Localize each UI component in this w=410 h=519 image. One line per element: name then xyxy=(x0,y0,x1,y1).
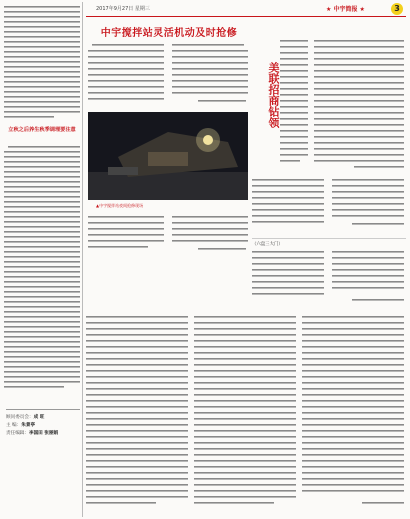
text-block xyxy=(4,4,80,122)
small-news-box xyxy=(252,238,406,311)
bottom-column-2 xyxy=(194,312,298,514)
main-headline: 中宇搅拌站灵活机动及时抢修 xyxy=(100,28,238,39)
bottom-column-3 xyxy=(302,312,406,514)
middle-right-text xyxy=(252,175,406,235)
narrow-column-text xyxy=(280,36,310,170)
second-article-text xyxy=(88,212,248,252)
main-article-text xyxy=(88,40,248,110)
text-block xyxy=(252,247,406,309)
text-block xyxy=(4,144,80,402)
text-block xyxy=(86,312,190,510)
photo-illustration xyxy=(88,112,248,200)
column-divider xyxy=(82,2,83,517)
night-repair-photo xyxy=(88,112,248,200)
credit-editor: 主 编：朱景亭 xyxy=(6,423,36,428)
credits-block xyxy=(6,409,80,438)
box-title: （六盘三大门） xyxy=(252,242,283,247)
bottom-column-1 xyxy=(86,312,190,514)
vertical-headline: 美联招商钻领 xyxy=(267,62,280,128)
text-block xyxy=(280,36,310,166)
left-column xyxy=(4,4,80,515)
text-block xyxy=(252,175,406,235)
left-subhead: 立秋之后养生秋季调理要注意 xyxy=(8,127,76,133)
text-block xyxy=(88,40,248,110)
left-article-1 xyxy=(4,4,80,124)
issue-date: 2017年9月27日 星期三 xyxy=(96,6,150,12)
paper-name: ★ 中宇简报 ★ xyxy=(326,6,365,13)
page-header xyxy=(86,4,406,17)
left-article-2 xyxy=(4,144,80,404)
credit-responsible-editor: 责任编辑：李国田 张丽娟 xyxy=(6,431,59,436)
credit-advisor: 顾问委员会：成 旺 xyxy=(6,415,45,420)
photo-caption: ▲中宇搅拌站夜间抢修现场 xyxy=(96,203,144,208)
text-block xyxy=(194,312,298,510)
page-number-badge: 3 xyxy=(391,3,403,15)
text-block xyxy=(302,312,406,510)
bottom-articles xyxy=(86,312,406,512)
text-block xyxy=(88,212,248,256)
text-block xyxy=(314,36,406,172)
